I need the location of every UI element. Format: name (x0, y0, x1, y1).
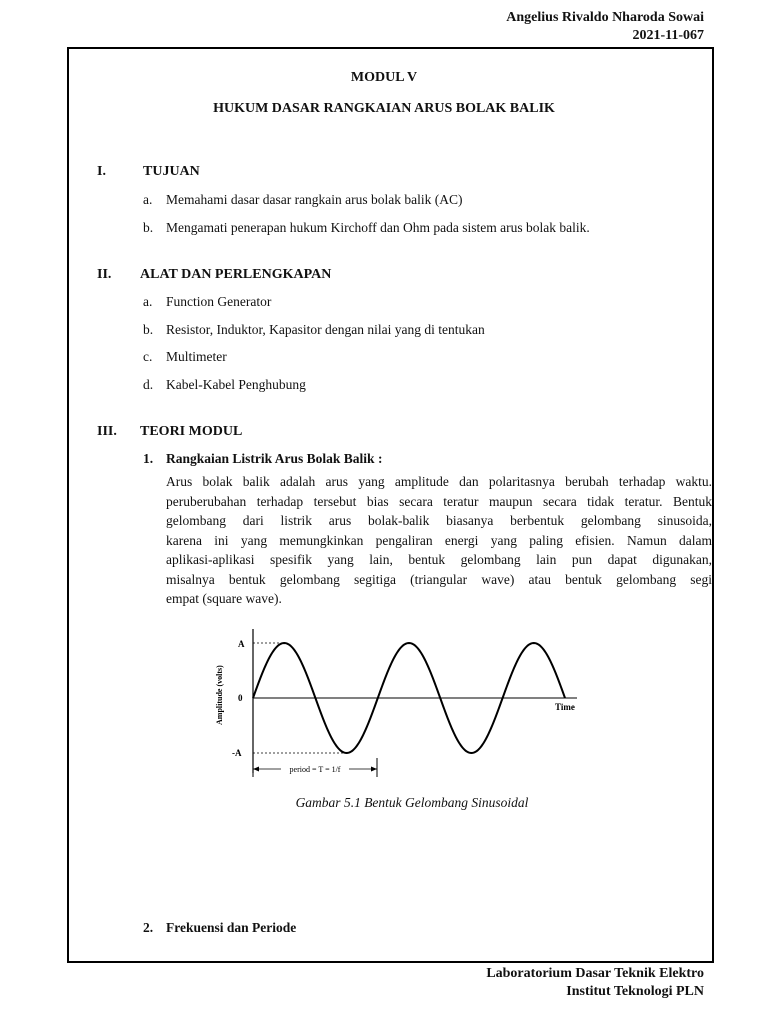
page-header (506, 9, 704, 45)
body-paragraph (166, 472, 712, 609)
author-name: Angelius Rivaldo Nharoda Sowai (506, 10, 704, 25)
period-arrow-left (253, 767, 259, 772)
list-item: Kabel-Kabel Penghubung (166, 377, 306, 392)
list-item-letter: a. (143, 294, 153, 309)
section-number: I. (97, 164, 106, 179)
list-item: Function Generator (166, 294, 272, 309)
paragraph-line: gelombang dari listrik arus bolak-balik biasanya berbentuk gelombang sinusoida, (166, 513, 712, 528)
period-arrow-right (371, 767, 377, 772)
subsection-number: 2. (143, 920, 154, 935)
sine-wave-figure (205, 625, 595, 780)
page-footer (486, 965, 704, 1001)
list-item: Mengamati penerapan hukum Kirchoff dan Ohm pada sistem arus bolak balik. (166, 220, 590, 235)
module-number: MODUL V (350, 70, 418, 85)
list-item: Multimeter (166, 349, 227, 364)
paragraph-line: Arus bolak balik adalah arus yang amplitude dan polaritasnya berubah terhadap waktu. (166, 474, 712, 489)
paragraph-line: empat (square wave). (166, 591, 282, 606)
lab-name: Laboratorium Dasar Teknik Elektro (486, 966, 704, 981)
list-item-letter: c. (143, 349, 153, 364)
subsection-title: Rangkaian Listrik Arus Bolak Balik : (166, 451, 383, 466)
section-title: ALAT DAN PERLENGKAPAN (140, 267, 332, 282)
paragraph-line: misalnya bentuk gelombang segitiga (triangular wave) atau bentuk gelombang segi (166, 571, 712, 587)
list-item-letter: a. (143, 192, 153, 207)
subsection-number: 1. (143, 451, 154, 466)
y-axis-label: Amplitude (volts) (215, 665, 224, 725)
student-id: 2021-11-067 (632, 28, 704, 43)
list-item-letter: d. (143, 377, 154, 392)
subsection-title: Frekuensi dan Periode (166, 920, 297, 935)
section-number: II. (97, 267, 112, 282)
institute-name: Institut Teknologi PLN (566, 984, 704, 999)
list-item-letter: b. (143, 322, 154, 337)
section-title: TEORI MODUL (140, 424, 243, 439)
paragraph-line: karena ini yang memungkinkan pengaliran energi yang paling efisien. Namun dalam (166, 532, 712, 548)
paragraph-line: aplikasi-aplikasi spesifik yang lain, bentuk gelombang lain pun dapat digunakan, (166, 552, 712, 567)
period-label: period = T = 1/f (289, 765, 341, 774)
module-title: HUKUM DASAR RANGKAIAN ARUS BOLAK BALIK (213, 101, 555, 116)
section-title: TUJUAN (143, 164, 200, 179)
tick-label-zero: 0 (238, 693, 243, 703)
section-number: III. (97, 424, 117, 439)
tick-label-minus-a: -A (232, 748, 242, 758)
tick-label-a: A (238, 639, 245, 649)
list-item: Resistor, Induktor, Kapasitor dengan nilai yang di tentukan (166, 322, 485, 337)
list-item: Memahami dasar dasar rangkain arus bolak balik (AC) (166, 192, 463, 207)
paragraph-line: peruberubahan terhadap tersebut bias secara teratur maupun secara tidak teratur. Bentuk (166, 493, 712, 509)
figure-caption: Gambar 5.1 Bentuk Gelombang Sinusoidal (295, 795, 529, 810)
list-item-letter: b. (143, 220, 154, 235)
x-axis-label: Time (555, 702, 575, 712)
